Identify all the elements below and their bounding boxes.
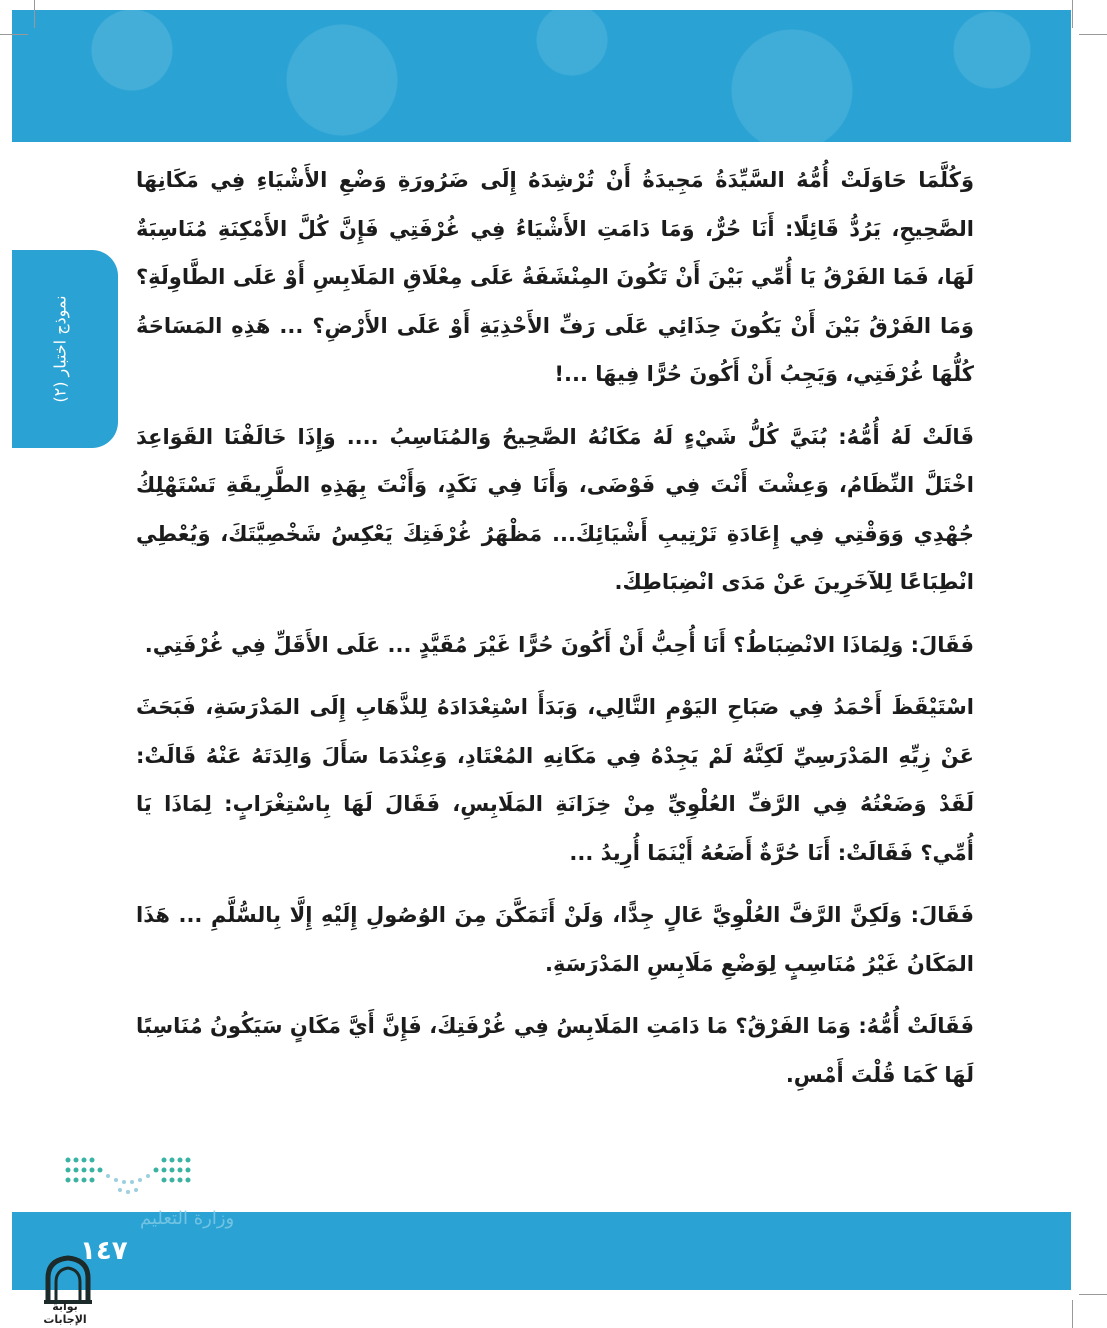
crop-mark-top-left-h	[0, 34, 28, 35]
paragraph-2: قَالَتْ لَهُ أُمُّهُ: بُنَيَّ كُلُّ شَيْءٍ لَهُ مَكَانُهُ الصَّحِيحُ وَالمُنَاسِبُ .... وَإِذَا خَالَفْنَا القَوَاعِدَ اخْتَلَّ النِّظَامُ، وَعِشْتَ أَنْتَ فِي فَوْضَى، وَأَنَا فِي نَكَدٍ، وَأَنْتَ بِهَذِهِ الطَّرِيقَةِ تَسْتَهْلِكُ جُهْدِي وَوَقْتِي فِي إِعَادَةِ تَرْتِيبِ أَشْيَائِكَ... مَظْهَرُ غُرْفَتِكَ يَعْكِسُ شَخْصِيَّتَكَ، وَيُعْطِي انْطِبَاعًا لِلآخَرِينَ عَنْ مَدَى انْضِبَاطِكَ.	[136, 424, 974, 594]
paragraph-4: اسْتَيْقَظَ أَحْمَدُ فِي صَبَاحِ اليَوْمِ التَّالِي، وَبَدَأَ اسْتِعْدَادَهُ لِلذَّهَابِ إِلَى المَدْرَسَةِ، فَبَحَثَ عَنْ زِيِّهِ المَدْرَسِيِّ لَكِنَّهُ لَمْ يَجِدْهُ فِي مَكَانِهِ المُعْتَادِ، وَعِنْدَمَا سَأَلَ وَالِدَتَهُ عَنْهُ قَالَتْ: لَقَدْ وَضَعْتُهُ فِي الرَّفِّ العُلْوِيِّ مِنْ خِزَانَةِ المَلَابِسِ، فَقَالَ لَهَا بِاسْتِغْرَابٍ: لِمَاذَا يَا أُمِّي؟ فَقَالَتْ: أَنَا حُرَّةٌ أَضَعُهُ أَيْنَمَا أُرِيدُ ...	[136, 695, 974, 865]
header-decorative-band	[12, 10, 1071, 142]
page-number: ١٤٧	[80, 1236, 128, 1266]
crop-mark-bottom-right-v	[1072, 1300, 1073, 1328]
story-text	[136, 156, 974, 1113]
crop-mark-top-right-v	[1072, 0, 1073, 28]
paragraph-3: فَقَالَ: وَلِمَاذَا الانْضِبَاطُ؟ أَنَا أُحِبُّ أَنْ أَكُونَ حُرًّا غَيْرَ مُقَيَّدٍ ... عَلَى الأَقَلِّ فِي غُرْفَتِي.	[144, 632, 974, 657]
paragraph-5: فَقَالَ: وَلَكِنَّ الرَّفَّ العُلْوِيَّ عَالٍ جِدًّا، وَلَنْ أَتَمَكَّنَ مِنَ الوُصُولِ إِلَيْهِ إِلَّا بِالسُّلَّمِ ... هَذَا المَكَانُ غَيْرُ مُنَاسِبٍ لِوَضْعِ مَلَابِسِ المَدْرَسَةِ.	[136, 903, 974, 976]
side-tab-label: نموذج اختبار (٢)	[50, 295, 70, 403]
ministry-text: وزارة التعليم	[140, 1208, 235, 1229]
ministry-logo-icon	[60, 1152, 200, 1204]
crop-mark-top-right-h	[1079, 34, 1107, 35]
crop-mark-bottom-right-h	[1079, 1294, 1107, 1295]
portal-label: بوابة الإجابات	[43, 1300, 87, 1326]
crop-mark-top-left-v	[34, 0, 35, 28]
paragraph-6: فَقَالَتْ أُمُّهُ: وَمَا الفَرْقُ؟ مَا دَامَتِ المَلَابِسُ فِي غُرْفَتِكَ، فَإِنَّ أَيَّ مَكَانٍ سَيَكُونُ مُنَاسِبًا لَهَا كَمَا قُلْتَ أَمْسِ.	[136, 1014, 974, 1087]
paragraph-1: وَكُلَّمَا حَاوَلَتْ أُمُّهُ السَّيِّدَةُ مَجِيدَةُ أَنْ تُرْشِدَهُ إِلَى ضَرُورَةِ وَضْعِ الأَشْيَاءِ فِي مَكَانِهَا الصَّحِيحِ، يَرُدُّ قَائِلًا: أَنَا حُرٌّ، وَمَا دَامَتِ الأَشْيَاءُ فِي غُرْفَتِي فَإِنَّ كُلَّ الأَمْكِنَةِ مُنَاسِبَةٌ لَهَا، فَمَا الفَرْقُ يَا أُمِّي بَيْنَ أَنْ تَكُونَ المِنْشَفَةُ عَلَى مِعْلَاقِ المَلَابِسِ أَوْ عَلَى الطَّاوِلَةِ؟ وَمَا الفَرْقُ بَيْنَ أَنْ يَكُونَ حِذَائِي عَلَى رَفِّ الأَحْذِيَةِ أَوْ عَلَى الأَرْضِ؟ ... هَذِهِ المَسَاحَةُ كُلُّهَا غُرْفَتِي، وَيَجِبُ أَنْ أَكُونَ حُرًّا فِيهَا ...!	[136, 168, 974, 386]
